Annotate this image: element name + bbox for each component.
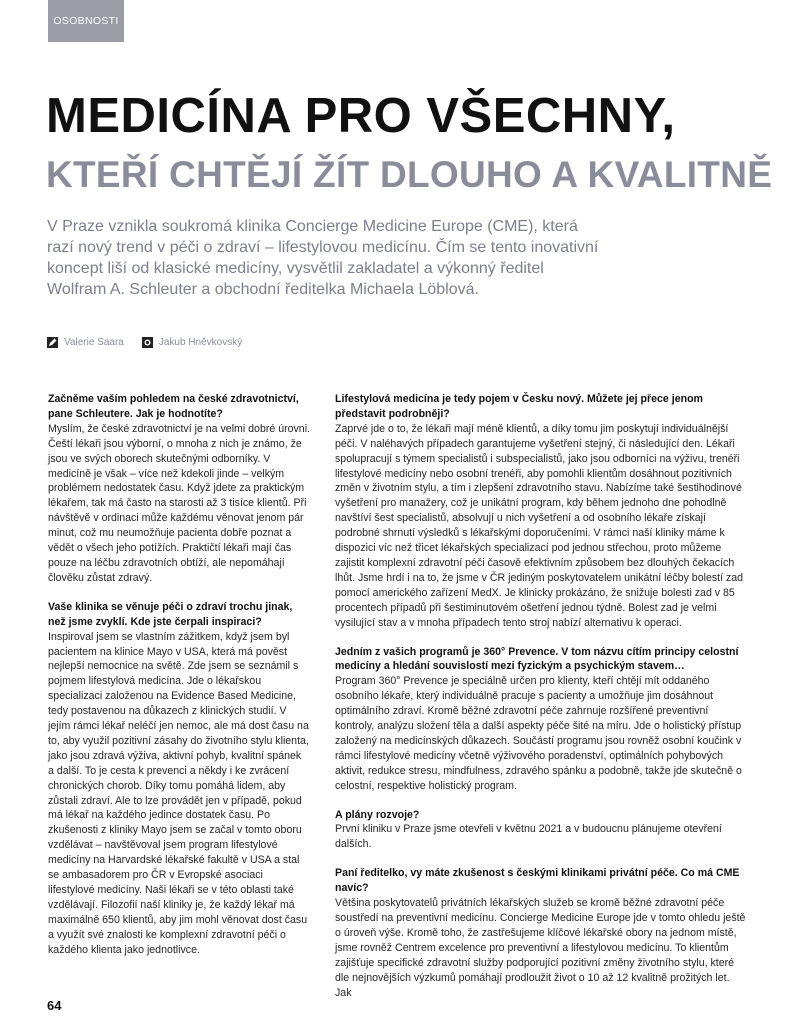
section-tag: OSOBNOSTI — [48, 0, 124, 42]
photographer-name: Jakub Hněvkovský — [158, 336, 243, 348]
right-column — [335, 392, 747, 1014]
qa-block — [48, 392, 310, 586]
lead-paragraph: V Praze vznikla soukromá klinika Concierge Medicine Europe (CME), která razí nový trend v péči o zdraví – lifestylovou medicínu. Čím se tento inovativní koncept liší od klasické medicíny, vysvětlil zakladatel a výkonný ředitel Wolfram A. Schleuter a obchodní ředitelka Michaela Löblová. — [47, 218, 599, 298]
headline-line-1: MEDICÍNA PRO VŠECHNY, — [46, 89, 676, 143]
headline-line-2: KTEŘÍ CHTĚJÍ ŽÍT DLOUHO A KVALITNĚ — [46, 154, 773, 195]
interview-answer: Většina poskytovatelů privátních lékařských služeb se kromě běžné zdravotní péče soustředí na preventivní medicínu. Concierge Medicine Europe jde v tomto ohledu ještě o úroveň výše. Kromě toho, že zastřešujeme klíčové lékařské obory na jednom místě, jsme rovněž Centrem excelence pro preventivní a lifestylovou medicínu. To klientům zajišťuje specifické zdravotní služby podporující pozitivní změny životního stylu, které dle nejnovějších výzkumů pomáhají prodloužit život o 10 až 12 kvalitně prožitých let. Jak — [335, 897, 746, 999]
interview-question: Lifestylová medicína je tedy pojem v Česku nový. Můžete jej přece jenom představit podrobněji? — [335, 393, 703, 420]
interview-answer: Inspiroval jsem se vlastním zážitkem, když jsem byl pacientem na klinice Mayo v USA, která má pověst nejlepší nemocnice na světě. Zde jsem se seznámil s pojmem lifestylová medicína. Jde o lékařskou specializaci založenou na Evidence Based Medicine, tedy postavenou na důkazech z klinických studií. V jejím rámci lékař neléčí jen nemoc, ale má dost času na to, aby využil pozitivní zásahy do životního stylu klienta, jako jsou zdravá výživa, aktivní pohyb, kvalitní spánek a další. To je cesta k prevenci a někdy i ke zvrácení chronických chorob. Díky tomu pomáhá lidem, aby zůstali zdraví. Ale to lze provádět jen v případě, pokud má lékař na každého jedince dostatek času. Po zkušenosti z kliniky Mayo jsem se začal v tomto oboru vzdělávat – navštěvoval jsem program lifestylové medicíny na Harvardské lékařské fakultě v USA a stal se ambasadorem pro ČR v Evropské asociaci lifestylové medicíny. Naši lékaři se v této oblasti také vzdělávají. Filozofií naší kliniky je, že každý lékař má maximálně 650 klientů, aby jim mohl věnovat dost času a využít své znalosti ke komplexní zdravotní péči o každého klienta jako jednotlivce. — [48, 630, 309, 956]
qa-block — [335, 645, 747, 794]
interview-answer: Myslím, že české zdravotnictví je na velmi dobré úrovni. Čeští lékaři jsou výborní, o mnoha z nich je známo, že jsou ve svých oborech skutečnými odborníky. V medicíně je však – více než kdekoli jinde – velkým problémem nedostatek času. Když jdete za praktickým lékařem, tak má často na starosti až 3 tisíce klientů. Při návštěvě v ordinaci může každému věnovat jenom pár minut, což mu neumožňuje pacienta dobře poznat a vědět o všech jeho potížích. Praktičtí lékaři mají čas pouze na léčbu zdravotních obtíží, ale nepomáhají člověku zůstat zdravý. — [48, 422, 310, 584]
interview-answer: Zaprvé jde o to, že lékaři mají méně klientů, a díky tomu jim poskytují individuálnější péči. V naléhavých případech garantujeme vyšetření stejný, či následující den. Lékaři spolupracují s týmem specialistů i subspecialistů, jako jsou odborníci na výživu, trenéři lifestylové medicíny nebo osobní trenéři, aby pomohli klientům dosáhnout pozitivních změn v životním stylu, a tím i zlepšení zdravotního stavu. Nabízíme také šestihodinové vyšetření pro manažery, což je unikátní program, kdy během jednoho dne pohodlně navštíví šest specialistů, absolvují u nich vyšetření a od osobního lékaře získají podrobné shrnutí výsledků s lékařskými doporučeními. V rámci naší kliniky máme k dispozici víc než třicet lékařských specializací pod jednou střechou, proto můžeme zajistit komplexní zdravotní péči časově efektivním způsobem bez dlouhých čekacích lhůt. Jsme hrdí i na to, že jsme v ČR jediným poskytovatelem unikátní léčby bolestí zad pomocí amerického zařízení MedX. Je klinicky prokázáno, že snižuje bolesti zad v 85 procentech případů při šestiminutovém ošetření jednou týdně. Bolest zad je velmi vysilující stav a v mnoha případech tento stroj nabízí alternativu k operaci. — [335, 422, 744, 629]
qa-block — [335, 866, 747, 1000]
photographer-credit — [142, 337, 242, 348]
interview-question: A plány rozvoje? — [335, 808, 420, 821]
page-number: 64 — [47, 998, 62, 1013]
pen-icon — [47, 337, 58, 348]
interview-answer: První kliniku v Praze jsme otevřeli v květnu 2021 a v budoucnu plánujeme otevření dalších. — [335, 823, 722, 851]
interview-question: Jedním z vašich programů je 360° Prevence. V tom názvu cítím principy celostní medicíny a hledání souvislostí mezi fyzickým a psychickým stavem… — [335, 645, 739, 673]
qa-block — [335, 392, 747, 631]
author-name: Valerie Saara — [64, 336, 124, 348]
qa-block — [335, 808, 747, 853]
interview-question: Začněme vaším pohledem na české zdravotnictví, pane Schleutere. Jak je hodnotíte? — [48, 393, 299, 420]
left-column — [48, 392, 310, 972]
interview-question: Vaše klinika se věnuje péči o zdraví trochu jinak, než jsme zvyklí. Kde jste čerpali inspiraci? — [48, 600, 293, 628]
interview-answer: Program 360° Prevence je speciálně určen pro klienty, kteří chtějí mít oddaného osobního lékaře, který individuálně pracuje s pacienty a umožňuje jim dosáhnout optimálního zdraví. Kromě běžné zdravotní péče zahrnuje rozšířené preventivní kontroly, analýzu složení těla a další aspekty péče šité na míru. Jde o holistický přístup založený na medicínských důkazech. Součástí programu jsou rovněž osobní koučink v rámci lifestylové medicíny včetně výživového poradenství, optimálních pohybových aktivit, redukce stresu, mindfulness, zdravého spánku a podobně, takže jde skutečně o celostní, respektive holistický program. — [335, 675, 742, 792]
camera-icon — [142, 337, 153, 348]
interview-question: Paní ředitelko, vy máte zkušenost s českými klinikami privátní péče. Co má CME navíc? — [335, 867, 740, 895]
credits — [47, 334, 260, 350]
author-credit — [47, 337, 124, 348]
qa-block — [48, 600, 310, 958]
